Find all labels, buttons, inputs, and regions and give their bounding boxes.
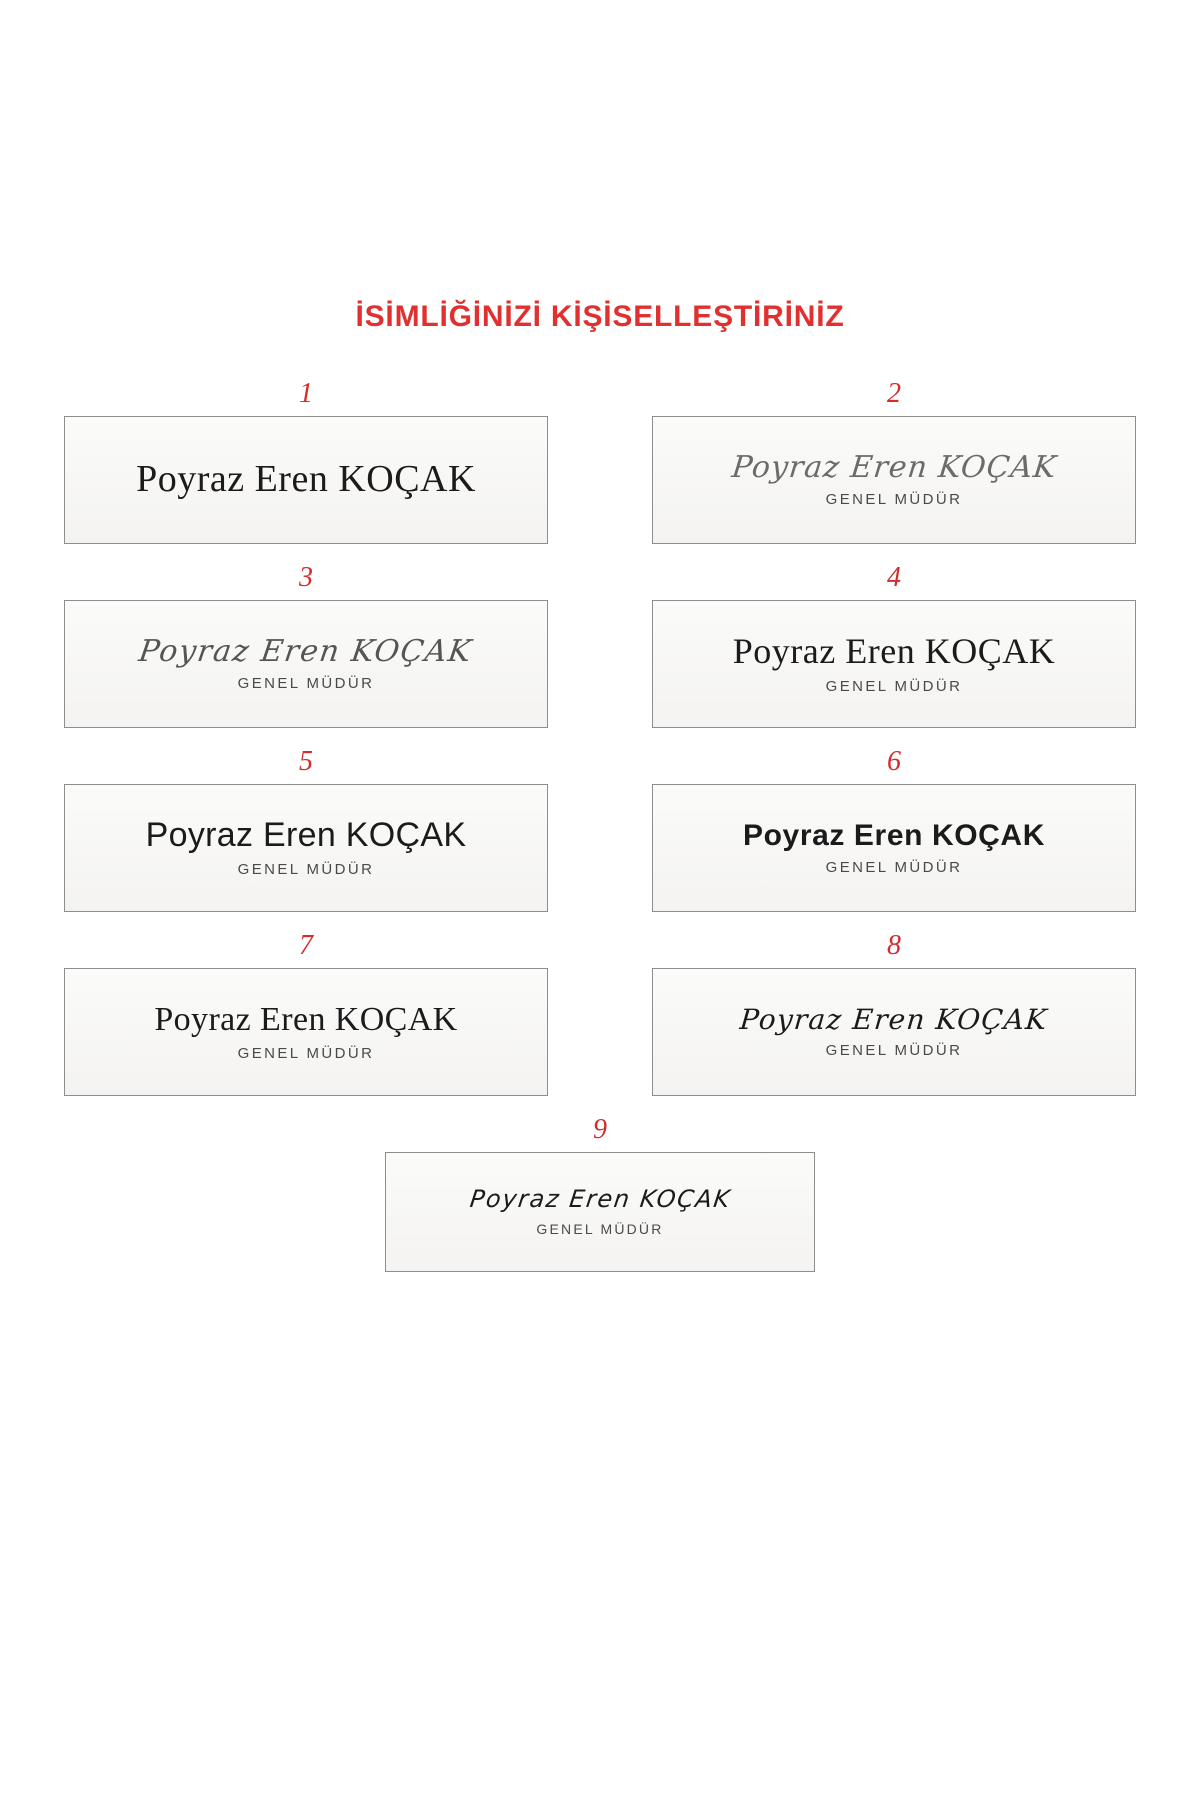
- options-row: [64, 932, 1136, 1096]
- option-3[interactable]: [64, 564, 548, 728]
- nameplate-name: Poyraz Eren KOÇAK: [154, 1000, 458, 1038]
- option-5[interactable]: [64, 748, 548, 912]
- nameplate-preview[interactable]: [652, 416, 1136, 544]
- option-number: 2: [887, 378, 901, 409]
- nameplate-title: GENEL MÜDÜR: [825, 1042, 963, 1060]
- nameplate-name: Poyraz Eren KOÇAK: [743, 818, 1045, 852]
- option-number: 9: [593, 1114, 607, 1145]
- nameplate-name: Poyraz Eren KOÇAK: [467, 1185, 733, 1214]
- nameplate-title: GENEL MÜDÜR: [237, 1045, 375, 1063]
- nameplate-preview[interactable]: [64, 784, 548, 912]
- option-number: 4: [887, 562, 901, 593]
- nameplate-preview[interactable]: [652, 784, 1136, 912]
- option-6[interactable]: [652, 748, 1136, 912]
- page-title: İSİMLİĞİNİZİ KİŞİSELLEŞTİRİNİZ: [355, 300, 845, 333]
- option-1[interactable]: [64, 380, 548, 544]
- option-number: 1: [299, 378, 313, 409]
- nameplate-preview[interactable]: [64, 416, 548, 544]
- nameplate-name: Poyraz Eren KOÇAK: [738, 1002, 1050, 1036]
- nameplate-title: GENEL MÜDÜR: [237, 675, 375, 693]
- nameplate-name: Poyraz Eren KOÇAK: [136, 458, 476, 501]
- option-number: 6: [887, 746, 901, 777]
- nameplate-name: Poyraz Eren KOÇAK: [136, 633, 476, 669]
- options-row: [64, 380, 1136, 544]
- nameplate-title: GENEL MÜDÜR: [536, 1220, 664, 1237]
- options-row: [64, 748, 1136, 912]
- option-number: 3: [299, 562, 313, 593]
- option-4[interactable]: [652, 564, 1136, 728]
- options-grid: [64, 380, 1136, 1292]
- nameplate-title: GENEL MÜDÜR: [825, 678, 963, 696]
- option-9[interactable]: [385, 1116, 815, 1272]
- option-7[interactable]: [64, 932, 548, 1096]
- option-number: 7: [299, 930, 313, 961]
- options-row: [64, 564, 1136, 728]
- nameplate-preview[interactable]: [652, 600, 1136, 728]
- nameplate-title: GENEL MÜDÜR: [825, 491, 963, 509]
- option-8[interactable]: [652, 932, 1136, 1096]
- nameplate-title: GENEL MÜDÜR: [825, 859, 963, 877]
- options-row: [64, 1116, 1136, 1272]
- option-2[interactable]: [652, 380, 1136, 544]
- nameplate-preview[interactable]: [64, 968, 548, 1096]
- nameplate-preview[interactable]: [385, 1152, 815, 1272]
- nameplate-name: Poyraz Eren KOÇAK: [732, 630, 1056, 671]
- nameplate-name: Poyraz Eren KOÇAK: [729, 449, 1059, 485]
- nameplate-title: GENEL MÜDÜR: [237, 861, 375, 879]
- option-number: 5: [299, 746, 313, 777]
- nameplate-preview[interactable]: [652, 968, 1136, 1096]
- nameplate-preview[interactable]: [64, 600, 548, 728]
- nameplate-name: Poyraz Eren KOÇAK: [145, 815, 467, 854]
- option-number: 8: [887, 930, 901, 961]
